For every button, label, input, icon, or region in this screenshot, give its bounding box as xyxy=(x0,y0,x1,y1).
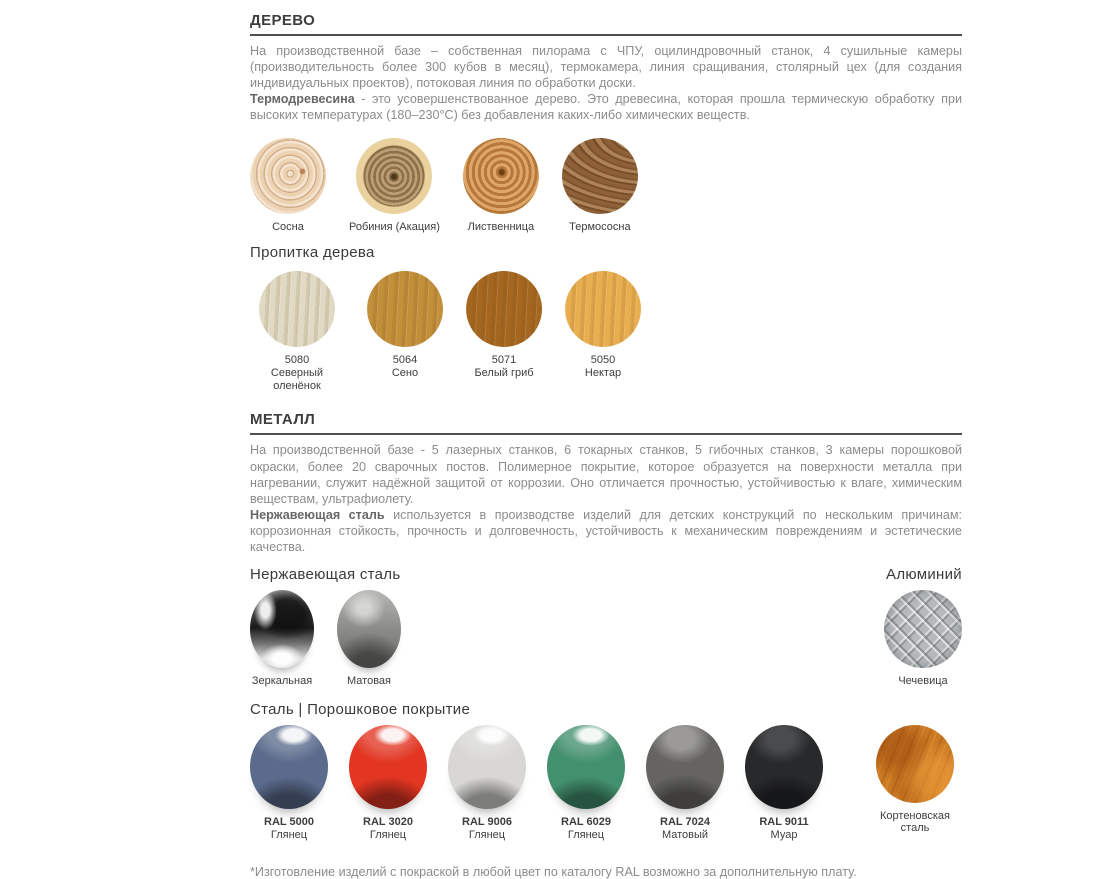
impregnation-5064-image xyxy=(367,271,443,347)
swatch-code: 5080 xyxy=(284,353,310,366)
swatch-larch xyxy=(463,138,539,234)
swatch-label: Матовая xyxy=(347,675,391,688)
swatch-ral-9006 xyxy=(448,725,526,842)
swatch-label: Сосна xyxy=(272,221,304,234)
ral-5000-sphere-image xyxy=(250,725,328,809)
swatch-mirror-steel xyxy=(250,590,314,688)
ral-7024-sphere-image xyxy=(646,725,724,809)
swatch-finish: Глянец xyxy=(270,829,308,842)
swatch-aluminum-lentil xyxy=(884,590,962,688)
swatch-ral-9011 xyxy=(745,725,823,842)
swatch-code: RAL 3020 xyxy=(363,815,413,828)
content-column xyxy=(250,0,962,879)
wood-paragraph-2-lead: Термодревесина xyxy=(250,92,355,107)
metal-paragraph-1-text: На производственной базе - 5 лазерных станков, 6 токарных станков, 5 гибочных станков, 3 камеры порошковой окраски, более 20 сварочных постов. Полимерное покрытие, которое образуется на поверхности металла при нагревании, служит надёжной защитой от коррозии. Оно отличается прочностью, устойчивостью к влаге, химическим веществам, ультрафиолету. xyxy=(250,443,962,506)
wood-paragraph-2-text: - это усовершенствованное дерево. Это древесина, которая прошла термическую обработку при высоких температурах (180–230°С) без добавления каких-либо химических веществ. xyxy=(250,92,962,123)
swatch-finish: Глянец xyxy=(369,829,407,842)
swatch-label: Нектар xyxy=(584,367,622,380)
swatch-ral-3020 xyxy=(349,725,427,842)
matte-steel-ball-image xyxy=(337,590,401,668)
wood-paragraph-1 xyxy=(250,43,962,91)
swatch-code: RAL 9006 xyxy=(462,815,512,828)
wood-section-title: ДЕРЕВО xyxy=(250,12,316,29)
footnote: *Изготовление изделий с покраской в любой цвет по каталогу RAL возможно за дополнительную плату. xyxy=(250,864,857,879)
swatch-label: Сено xyxy=(391,367,419,380)
swatch-label: Зеркальная xyxy=(251,675,313,688)
swatch-code: 5071 xyxy=(491,353,517,366)
swatch-ral-7024 xyxy=(646,725,724,842)
impregnation-5080-image xyxy=(259,271,335,347)
ral-9006-sphere-image xyxy=(448,725,526,809)
swatch-corten-steel xyxy=(868,725,962,835)
swatch-label: Белый гриб xyxy=(474,367,534,380)
swatch-label: Лиственница xyxy=(467,221,535,234)
swatch-5050 xyxy=(565,271,641,380)
stainless-title: Нержавеющая сталь xyxy=(250,566,401,584)
metal-paragraph-2-text: используется в производстве изделий для детских конструкций по нескольким причинам: коррозионная стойкость, прочность и долговечность, устойчивость к механическим повреждениям и эстетические качества. xyxy=(250,507,962,555)
swatch-label: Чечевица xyxy=(898,675,948,688)
swatch-finish: Матовый xyxy=(661,829,709,842)
metal-section-title: МЕТАЛЛ xyxy=(250,411,316,429)
powder-coating-row xyxy=(250,725,962,842)
wood-paragraph-2 xyxy=(250,91,962,123)
stainless-row xyxy=(250,590,962,688)
impregnation-row xyxy=(250,271,962,393)
swatch-label: Северный оленёнок xyxy=(270,367,324,392)
wood-paragraph-1-text: На производственной базе – собственная пилорама с ЧПУ, оцилиндровочный станок, 4 сушильные камеры (производительность более 300 кубов в месяц), термокамера, линия сращивания, столярный цех (для создания индивидуальных проектов), потоковая линия по обработки доски. xyxy=(250,44,962,91)
swatch-finish: Глянец xyxy=(468,829,506,842)
swatch-label: Термососна xyxy=(569,221,631,234)
impregnation-5050-image xyxy=(565,271,641,347)
robinia-cross-section-image xyxy=(356,138,432,214)
ral-6029-sphere-image xyxy=(547,725,625,809)
swatch-5071 xyxy=(466,271,542,380)
swatch-5064 xyxy=(367,271,443,380)
wood-section xyxy=(250,13,962,392)
larch-cross-section-image xyxy=(463,138,539,214)
thermopine-grain-image xyxy=(562,138,638,214)
metal-paragraph-2 xyxy=(250,507,962,555)
impregnation-title: Пропитка дерева xyxy=(250,243,375,261)
wood-species-row xyxy=(250,138,962,234)
swatch-label: Робиния (Акация) xyxy=(349,221,440,234)
powder-coating-title: Сталь | Порошковое покрытие xyxy=(250,700,471,718)
aluminum-title: Алюминий xyxy=(886,566,962,584)
corten-steel-image xyxy=(876,725,954,803)
aluminum-checker-plate-image xyxy=(884,590,962,668)
wood-section-divider xyxy=(250,34,962,36)
mirror-steel-ball-image xyxy=(250,590,314,668)
impregnation-5071-image xyxy=(466,271,542,347)
swatch-pine xyxy=(250,138,326,234)
swatch-robinia xyxy=(349,138,440,234)
swatch-code: RAL 5000 xyxy=(264,815,314,828)
swatch-5080 xyxy=(250,271,344,393)
swatch-matte-steel xyxy=(337,590,401,688)
swatch-ral-5000 xyxy=(250,725,328,842)
metal-paragraph-2-lead: Нержавеющая сталь xyxy=(250,507,385,522)
swatch-finish: Глянец xyxy=(567,829,605,842)
swatch-thermopine xyxy=(562,138,638,234)
swatch-code: RAL 9011 xyxy=(759,815,809,828)
swatch-code: 5050 xyxy=(590,353,616,366)
ral-9011-sphere-image xyxy=(745,725,823,809)
swatch-finish: Муар xyxy=(770,829,798,842)
stainless-aluminum-headings xyxy=(250,567,962,583)
metal-paragraph-1 xyxy=(250,442,962,506)
ral-3020-sphere-image xyxy=(349,725,427,809)
swatch-code: RAL 7024 xyxy=(660,815,710,828)
swatch-label: Кортеновская сталь xyxy=(880,809,950,835)
metal-section xyxy=(250,412,962,841)
swatch-ral-6029 xyxy=(547,725,625,842)
swatch-code: RAL 6029 xyxy=(561,815,611,828)
swatch-code: 5064 xyxy=(392,353,418,366)
metal-section-divider xyxy=(250,433,962,435)
pine-cross-section-image xyxy=(250,138,326,214)
